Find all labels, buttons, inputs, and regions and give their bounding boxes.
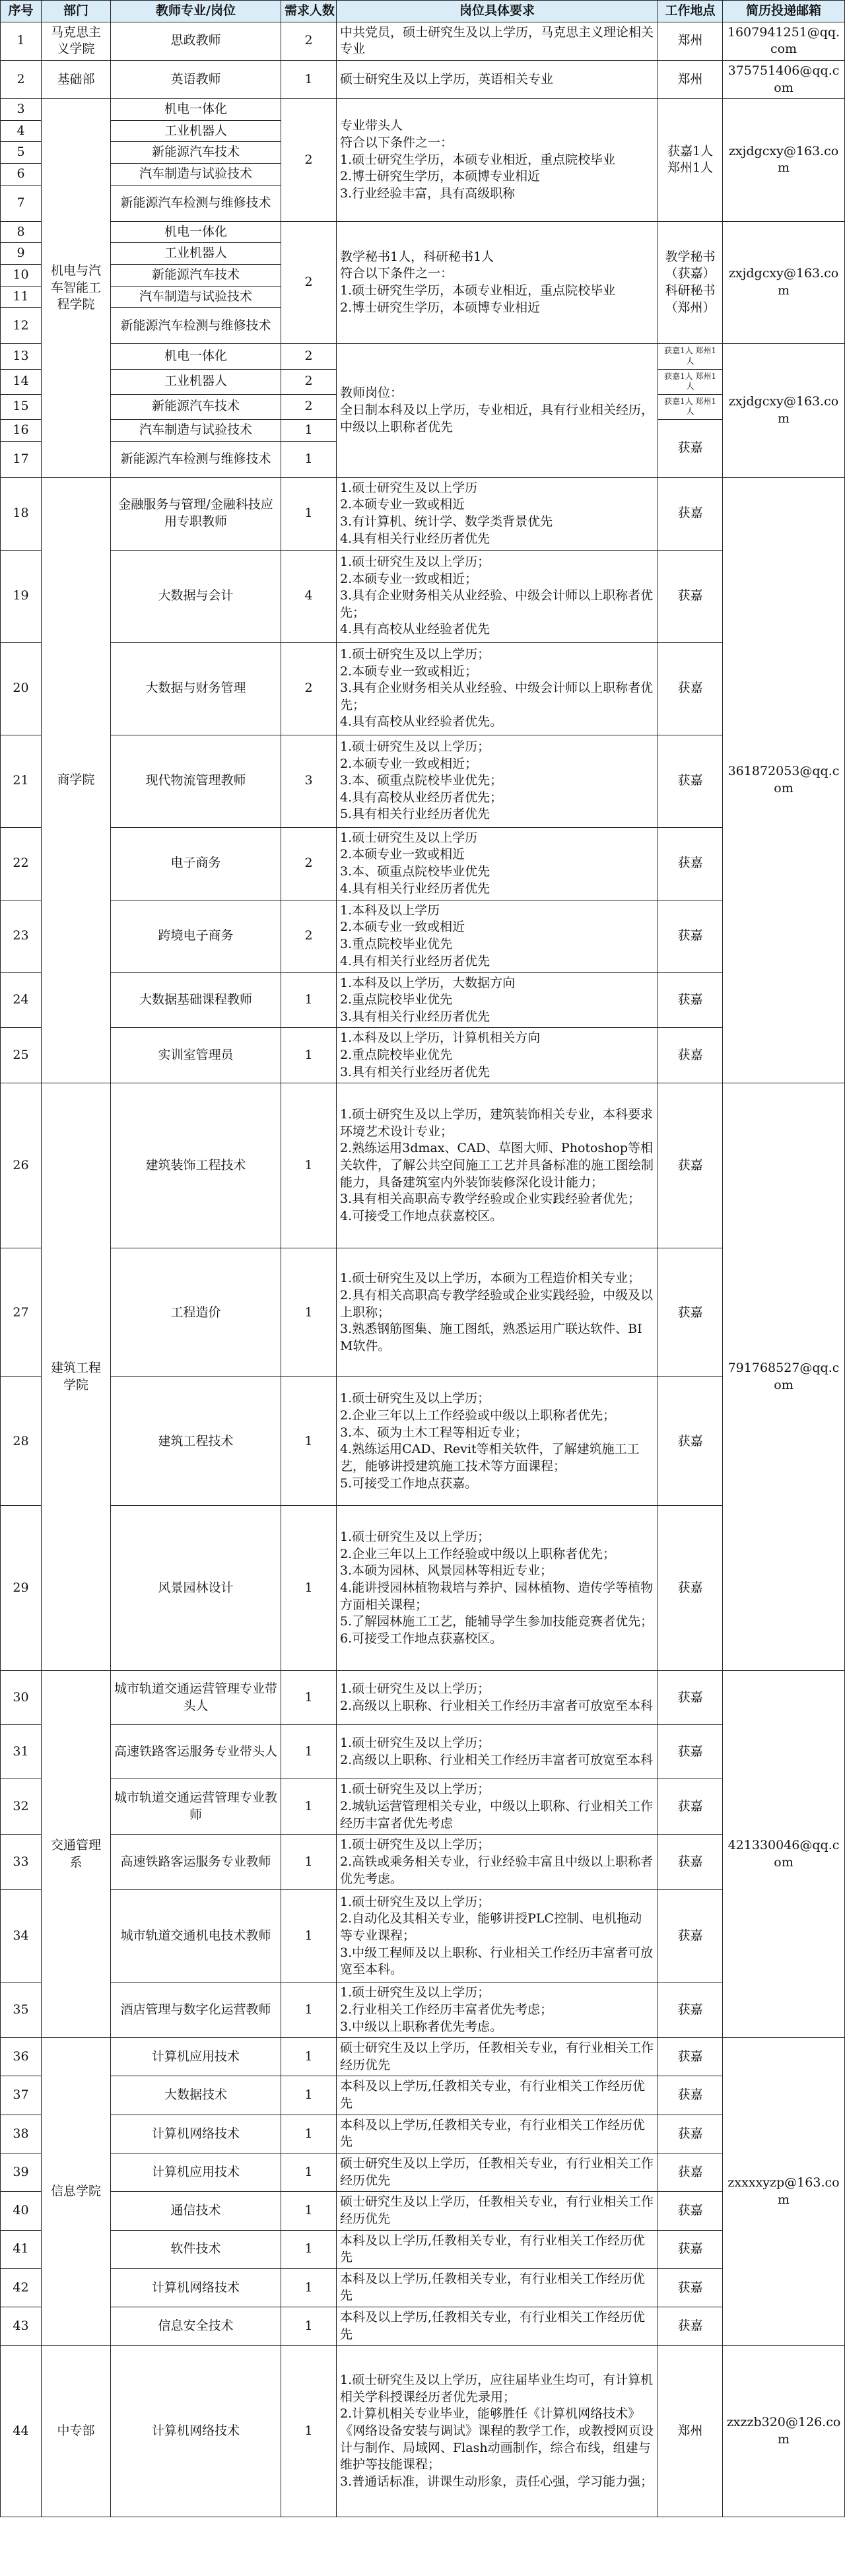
count-cell: 1 (281, 2153, 337, 2191)
location-cell: 获嘉1人 郑州1人 (658, 344, 723, 369)
row-number: 33 (1, 1835, 42, 1890)
major-cell: 计算机网络技术 (111, 2115, 281, 2153)
email-cell: 421330046@qq.com (723, 1671, 845, 2038)
table-row (1, 99, 845, 121)
location-cell: 获嘉 (658, 2192, 723, 2230)
major-cell: 建筑装饰工程技术 (111, 1083, 281, 1248)
row-number: 38 (1, 2115, 42, 2153)
email-cell: zxzzb320@126.com (723, 2346, 845, 2517)
row-number: 20 (1, 642, 42, 735)
row-number: 28 (1, 1377, 42, 1506)
location-cell: 郑州 (658, 22, 723, 60)
row-number: 13 (1, 344, 42, 369)
table-row (1, 642, 845, 735)
table-row (1, 1028, 845, 1083)
major-cell: 大数据技术 (111, 2076, 281, 2115)
row-number: 42 (1, 2268, 42, 2307)
header-cell: 简历投递邮箱 (723, 1, 845, 22)
major-cell: 通信技术 (111, 2192, 281, 2230)
requirement-cell: 本科及以上学历,任教相关专业，有行业相关工作经历优先 (337, 2268, 658, 2307)
requirement-cell: 硕士研究生及以上学历，任教相关专业，有行业相关工作经历优先 (337, 2038, 658, 2076)
location-cell: 获嘉1人 郑州1人 (658, 99, 723, 222)
department-cell: 马克思主义学院 (42, 22, 111, 60)
major-cell: 高速铁路客运服务专业教师 (111, 1835, 281, 1890)
location-cell: 获嘉 (658, 1083, 723, 1248)
location-cell: 获嘉 (658, 2076, 723, 2115)
row-number: 44 (1, 2346, 42, 2517)
count-cell: 1 (281, 2076, 337, 2115)
location-cell: 获嘉 (658, 1028, 723, 1083)
row-number: 9 (1, 243, 42, 265)
header-cell: 部门 (42, 1, 111, 22)
major-cell: 计算机应用技术 (111, 2153, 281, 2191)
requirement-cell: 1.硕士研究生及以上学历； 2.本硕专业一致或相近； 3.具有企业财务相关从业经验、中级会计师以上职称者优先； 4.具有高校从业经验者优先 (337, 550, 658, 642)
row-number: 36 (1, 2038, 42, 2076)
major-cell: 工业机器人 (111, 120, 281, 142)
requirement-cell: 1.硕士研究生及以上学历，应往届毕业生均可，有计算机相关学科授课经历者优先录用； 2.计算机相关专业毕业，能够胜任《计算机网络技术》《网络设备安装与调试》课程的教学工作，或教授网页设计与制作、局域网、Flash动画制作，综合布线，组建与维护等技能课程； 3.普通话标准，讲课生动形象，责任心强，学习能力强； (337, 2346, 658, 2517)
count-cell: 2 (281, 827, 337, 900)
location-cell: 郑州 (658, 60, 723, 98)
count-cell: 1 (281, 1377, 337, 1506)
department-cell: 交通管理系 (42, 1671, 111, 2038)
location-cell: 获嘉 (658, 1248, 723, 1377)
table-row (1, 2230, 845, 2268)
location-cell: 获嘉 (658, 2038, 723, 2076)
requirement-cell: 专业带头人 符合以下条件之一： 1.硕士研究生学历，本硕专业相近，重点院校毕业 2.博士研究生学历，本硕博专业相近 3.行业经验丰富，具有高级职称 (337, 99, 658, 222)
major-cell: 汽车制造与试验技术 (111, 164, 281, 186)
table-row (1, 1983, 845, 2038)
count-cell: 1 (281, 2115, 337, 2153)
location-cell: 获嘉 (658, 1835, 723, 1890)
table-row (1, 972, 845, 1028)
major-cell: 计算机网络技术 (111, 2268, 281, 2307)
major-cell: 计算机应用技术 (111, 2038, 281, 2076)
count-cell: 1 (281, 60, 337, 98)
major-cell: 电子商务 (111, 827, 281, 900)
major-cell: 大数据基础课程教师 (111, 972, 281, 1028)
count-cell: 1 (281, 419, 337, 441)
count-cell: 2 (281, 99, 337, 222)
row-number: 8 (1, 221, 42, 243)
location-cell: 获嘉 (658, 827, 723, 900)
row-number: 41 (1, 2230, 42, 2268)
department-cell: 建筑工程学院 (42, 1083, 111, 1671)
major-cell: 城市轨道交通运营管理专业教师 (111, 1779, 281, 1835)
requirement-cell: 1.硕士研究生及以上学历； 2.本硕专业一致或相近； 3.本、硕重点院校毕业优先； 4.具有高校从业经历者优先； 5.具有相关行业经历者优先 (337, 735, 658, 827)
count-cell: 2 (281, 221, 337, 344)
row-number: 24 (1, 972, 42, 1028)
major-cell: 工程造价 (111, 1248, 281, 1377)
table-row (1, 1671, 845, 1725)
row-number: 26 (1, 1083, 42, 1248)
row-number: 35 (1, 1983, 42, 2038)
major-cell: 软件技术 (111, 2230, 281, 2268)
requirement-cell: 本科及以上学历,任教相关专业，有行业相关工作经历优先 (337, 2115, 658, 2153)
count-cell: 1 (281, 1506, 337, 1671)
table-row (1, 2192, 845, 2230)
row-number: 2 (1, 60, 42, 98)
row-number: 22 (1, 827, 42, 900)
count-cell: 1 (281, 2268, 337, 2307)
table-row (1, 2346, 845, 2517)
email-cell: zxjdgcxy@163.com (723, 344, 845, 477)
major-cell: 风景园林设计 (111, 1506, 281, 1671)
count-cell: 1 (281, 1890, 337, 1983)
requirement-cell: 1.硕士研究生及以上学历 2.本硕专业一致或相近 3.本、硕重点院校毕业优先 4.具有相关行业经历者优先 (337, 827, 658, 900)
major-cell: 大数据与会计 (111, 550, 281, 642)
requirement-cell: 1.硕士研究生及以上学历 2.本硕专业一致或相近 3.有计算机、统计学、数学类背景优先 4.具有相关行业经历者优先 (337, 477, 658, 550)
count-cell: 4 (281, 550, 337, 642)
row-number: 32 (1, 1779, 42, 1835)
location-cell: 获嘉 (658, 900, 723, 972)
major-cell: 汽车制造与试验技术 (111, 419, 281, 441)
location-cell: 教学秘书 （获嘉） 科研秘书 （郑州） (658, 221, 723, 344)
count-cell: 1 (281, 1725, 337, 1779)
row-number: 15 (1, 394, 42, 419)
row-number: 5 (1, 142, 42, 164)
table-row (1, 1377, 845, 1506)
table-row (1, 60, 845, 98)
major-cell: 新能源汽车技术 (111, 142, 281, 164)
row-number: 18 (1, 477, 42, 550)
count-cell: 2 (281, 369, 337, 394)
table-row (1, 344, 845, 369)
count-cell: 1 (281, 2346, 337, 2517)
count-cell: 1 (281, 2307, 337, 2346)
requirement-cell: 教学秘书1人，科研秘书1人 符合以下条件之一： 1.硕士研究生学历，本硕专业相近，重点院校毕业 2.博士研究生学历，本硕博专业相近 (337, 221, 658, 344)
requirement-cell: 1.硕士研究生及以上学历，本硕为工程造价相关专业； 2.具有相关高职高专教学经验或企业实践经验，中级及以上职称； 3.熟悉钢筋图集、施工图纸，熟悉运用广联达软件、BIM软件。 (337, 1248, 658, 1377)
count-cell: 1 (281, 477, 337, 550)
count-cell: 1 (281, 2230, 337, 2268)
major-cell: 新能源汽车检测与维修技术 (111, 441, 281, 477)
count-cell: 1 (281, 1083, 337, 1248)
table-row (1, 2268, 845, 2307)
row-number: 6 (1, 164, 42, 186)
requirement-cell: 1.硕士研究生及以上学历； 2.行业相关工作经历丰富者优先考虑； 3.中级以上职称者优先考虑。 (337, 1983, 658, 2038)
email-cell: 1607941251@qq.com (723, 22, 845, 60)
location-cell: 获嘉 (658, 2115, 723, 2153)
major-cell: 机电一体化 (111, 344, 281, 369)
row-number: 30 (1, 1671, 42, 1725)
header-cell: 需求人数 (281, 1, 337, 22)
email-cell: zxxxxyzp@163.com (723, 2038, 845, 2346)
row-number: 7 (1, 185, 42, 221)
row-number: 40 (1, 2192, 42, 2230)
major-cell: 英语教师 (111, 60, 281, 98)
major-cell: 新能源汽车检测与维修技术 (111, 185, 281, 221)
major-cell: 汽车制造与试验技术 (111, 286, 281, 308)
table-row (1, 1779, 845, 1835)
row-number: 25 (1, 1028, 42, 1083)
major-cell: 新能源汽车技术 (111, 394, 281, 419)
major-cell: 新能源汽车检测与维修技术 (111, 308, 281, 344)
department-cell: 基础部 (42, 60, 111, 98)
count-cell: 1 (281, 1779, 337, 1835)
header-row (1, 1, 845, 22)
major-cell: 计算机网络技术 (111, 2346, 281, 2517)
count-cell: 2 (281, 642, 337, 735)
email-cell: zxjdgcxy@163.com (723, 221, 845, 344)
row-number: 37 (1, 2076, 42, 2115)
table-row (1, 2038, 845, 2076)
count-cell: 1 (281, 1983, 337, 2038)
requirement-cell: 1.硕士研究生及以上学历； 2.企业三年以上工作经验或中级以上职称者优先； 3.本硕为园林、风景园林等相近专业； 4.能讲授园林植物栽培与养护、园林植物、造传学等植物方面相关课程； 5.了解园林施工工艺，能辅导学生参加技能竞赛者优先； 6.可接受工作地点获嘉校区。 (337, 1506, 658, 1671)
table-row (1, 477, 845, 550)
department-cell: 中专部 (42, 2346, 111, 2517)
row-number: 1 (1, 22, 42, 60)
location-cell: 获嘉1人 郑州1人 (658, 394, 723, 419)
table-row (1, 1248, 845, 1377)
row-number: 43 (1, 2307, 42, 2346)
row-number: 23 (1, 900, 42, 972)
row-number: 11 (1, 286, 42, 308)
requirement-cell: 1.本科及以上学历，计算机相关方向 2.重点院校毕业优先 3.具有相关行业经历者优先 (337, 1028, 658, 1083)
header-cell: 工作地点 (658, 1, 723, 22)
table-row (1, 1083, 845, 1248)
requirement-cell: 1.硕士研究生及以上学历； 2.城轨运营管理相关专业，中级以上职称、行业相关工作经历丰富者优先考虑 (337, 1779, 658, 1835)
location-cell: 获嘉 (658, 2307, 723, 2346)
count-cell: 1 (281, 1248, 337, 1377)
header-cell: 教师专业/岗位 (111, 1, 281, 22)
requirement-cell: 硕士研究生及以上学历，任教相关专业，有行业相关工作经历优先 (337, 2192, 658, 2230)
email-cell: 375751406@qq.com (723, 60, 845, 98)
major-cell: 新能源汽车技术 (111, 265, 281, 287)
row-number: 31 (1, 1725, 42, 1779)
major-cell: 大数据与财务管理 (111, 642, 281, 735)
location-cell: 获嘉 (658, 1725, 723, 1779)
row-number: 19 (1, 550, 42, 642)
table-row (1, 1890, 845, 1983)
requirement-cell: 1.本科及以上学历 2.本硕专业一致或相近 3.重点院校毕业优先 4.具有相关行业经历者优先 (337, 900, 658, 972)
requirement-cell: 1.硕士研究生及以上学历； 2.企业三年以上工作经验或中级以上职称者优先； 3.本、硕为土木工程等相近专业； 4.熟练运用CAD、Revit等相关软件，了解建筑施工工艺，能够讲授建筑施工技术等方面课程； 5.可接受工作地点获嘉。 (337, 1377, 658, 1506)
location-cell: 获嘉 (658, 1671, 723, 1725)
requirement-cell: 1.硕士研究生及以上学历； 2.本硕专业一致或相近； 3.具有企业财务相关从业经验、中级会计师以上职称者优先； 4.具有高校从业经验者优先。 (337, 642, 658, 735)
row-number: 10 (1, 265, 42, 287)
department-cell: 商学院 (42, 477, 111, 1083)
department-cell: 机电与汽车智能工程学院 (42, 99, 111, 477)
row-number: 3 (1, 99, 42, 121)
table-row (1, 735, 845, 827)
email-cell: 791768527@qq.com (723, 1083, 845, 1671)
table-row (1, 221, 845, 243)
requirement-cell: 硕士研究生及以上学历，英语相关专业 (337, 60, 658, 98)
table-row (1, 2153, 845, 2191)
table-row (1, 22, 845, 60)
email-cell: zxjdgcxy@163.com (723, 99, 845, 222)
major-cell: 机电一体化 (111, 221, 281, 243)
count-cell: 1 (281, 2038, 337, 2076)
count-cell: 2 (281, 22, 337, 60)
location-cell: 获嘉 (658, 550, 723, 642)
count-cell: 1 (281, 972, 337, 1028)
major-cell: 金融服务与管理/金融科技应用专职教师 (111, 477, 281, 550)
location-cell: 郑州 (658, 2346, 723, 2517)
row-number: 4 (1, 120, 42, 142)
header-cell: 序号 (1, 1, 42, 22)
requirement-cell: 本科及以上学历,任教相关专业，有行业相关工作经历优先 (337, 2307, 658, 2346)
requirement-cell: 1.硕士研究生及以上学历； 2.高级以上职称、行业相关工作经历丰富者可放宽至本科 (337, 1725, 658, 1779)
major-cell: 跨境电子商务 (111, 900, 281, 972)
location-cell: 获嘉 (658, 972, 723, 1028)
major-cell: 高速铁路客运服务专业带头人 (111, 1725, 281, 1779)
requirement-cell: 教师岗位： 全日制本科及以上学历，专业相近，具有行业相关经历，中级以上职称者优先 (337, 344, 658, 477)
table-row (1, 1835, 845, 1890)
count-cell: 1 (281, 441, 337, 477)
location-cell: 获嘉 (658, 2268, 723, 2307)
location-cell: 获嘉 (658, 1983, 723, 2038)
table-row (1, 550, 845, 642)
count-cell: 1 (281, 2192, 337, 2230)
major-cell: 城市轨道交通运营管理专业带头人 (111, 1671, 281, 1725)
row-number: 39 (1, 2153, 42, 2191)
major-cell: 建筑工程技术 (111, 1377, 281, 1506)
requirement-cell: 中共党员，硕士研究生及以上学历，马克思主义理论相关专业 (337, 22, 658, 60)
major-cell: 实训室管理员 (111, 1028, 281, 1083)
row-number: 12 (1, 308, 42, 344)
location-cell: 获嘉 (658, 2153, 723, 2191)
row-number: 16 (1, 419, 42, 441)
count-cell: 1 (281, 1835, 337, 1890)
location-cell: 获嘉 (658, 735, 723, 827)
major-cell: 信息安全技术 (111, 2307, 281, 2346)
requirement-cell: 1.硕士研究生及以上学历； 2.自动化及其相关专业，能够讲授PLC控制、电机拖动等专业课程； 3.中级工程师及以上职称、行业相关工作经历丰富者可放宽至本科。 (337, 1890, 658, 1983)
requirement-cell: 1.硕士研究生及以上学历； 2.高级以上职称、行业相关工作经历丰富者可放宽至本科 (337, 1671, 658, 1725)
email-cell: 361872053@qq.com (723, 477, 845, 1083)
count-cell: 1 (281, 1671, 337, 1725)
major-cell: 工业机器人 (111, 369, 281, 394)
major-cell: 机电一体化 (111, 99, 281, 121)
count-cell: 3 (281, 735, 337, 827)
location-cell: 获嘉 (658, 1377, 723, 1506)
table-row (1, 2115, 845, 2153)
location-cell: 获嘉 (658, 477, 723, 550)
table-row (1, 1725, 845, 1779)
location-cell: 获嘉1人 郑州1人 (658, 369, 723, 394)
location-cell: 获嘉 (658, 642, 723, 735)
row-number: 27 (1, 1248, 42, 1377)
major-cell: 现代物流管理教师 (111, 735, 281, 827)
requirement-cell: 1.硕士研究生及以上学历； 2.高铁或乘务相关专业，行业经验丰富且中级以上职称者优先考虑。 (337, 1835, 658, 1890)
count-cell: 2 (281, 344, 337, 369)
table-row (1, 1506, 845, 1671)
count-cell: 2 (281, 394, 337, 419)
table-row (1, 900, 845, 972)
major-cell: 工业机器人 (111, 243, 281, 265)
header-cell: 岗位具体要求 (337, 1, 658, 22)
table-row (1, 2076, 845, 2115)
count-cell: 2 (281, 900, 337, 972)
location-cell: 获嘉 (658, 2230, 723, 2268)
requirement-cell: 1.硕士研究生及以上学历，建筑装饰相关专业，本科要求环境艺术设计专业； 2.熟练运用3dmax、CAD、草图大师、Photoshop等相关软件，了解公共空间施工工艺并具备标准的施工图绘制能力，具备建筑室内外装饰装修深化设计能力； 3.具有相关高职高专教学经验或企业实践经验者优先； 4.可接受工作地点获嘉校区。 (337, 1083, 658, 1248)
requirement-cell: 本科及以上学历,任教相关专业，有行业相关工作经历优先 (337, 2230, 658, 2268)
row-number: 21 (1, 735, 42, 827)
requirement-cell: 本科及以上学历,任教相关专业，有行业相关工作经历优先 (337, 2076, 658, 2115)
major-cell: 酒店管理与数字化运营教师 (111, 1983, 281, 2038)
requirement-cell: 硕士研究生及以上学历，任教相关专业，有行业相关工作经历优先 (337, 2153, 658, 2191)
major-cell: 城市轨道交通机电技术教师 (111, 1890, 281, 1983)
row-number: 14 (1, 369, 42, 394)
location-cell: 获嘉 (658, 1506, 723, 1671)
department-cell: 信息学院 (42, 2038, 111, 2346)
row-number: 34 (1, 1890, 42, 1983)
count-cell: 1 (281, 1028, 337, 1083)
location-cell: 获嘉 (658, 1890, 723, 1983)
location-cell: 获嘉 (658, 1779, 723, 1835)
table-row (1, 2307, 845, 2346)
row-number: 29 (1, 1506, 42, 1671)
location-cell: 获嘉 (658, 419, 723, 477)
table-row (1, 827, 845, 900)
major-cell: 思政教师 (111, 22, 281, 60)
row-number: 17 (1, 441, 42, 477)
requirement-cell: 1.本科及以上学历，大数据方向 2.重点院校毕业优先 3.具有相关行业经历者优先 (337, 972, 658, 1028)
